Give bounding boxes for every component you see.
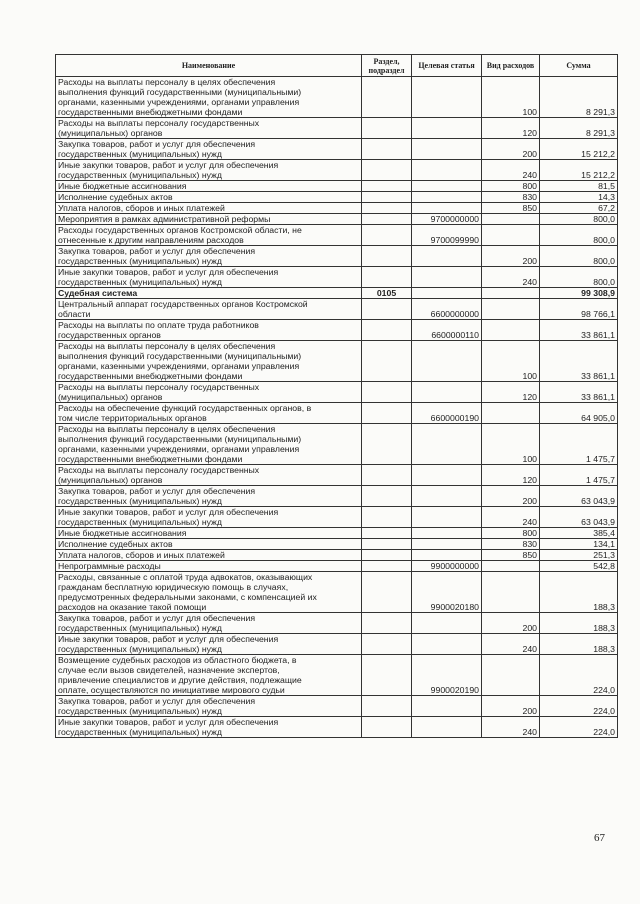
table-row	[56, 118, 618, 139]
row-name	[56, 246, 362, 267]
table-row	[56, 382, 618, 403]
row-name	[56, 561, 362, 572]
row-name	[56, 288, 362, 299]
row-sum: 188,3	[540, 634, 618, 655]
budget-table	[55, 54, 618, 738]
row-section	[362, 341, 412, 382]
row-name-line: выполнения функций государственными (муниципальными)	[58, 351, 302, 361]
table-row	[56, 561, 618, 572]
row-expense-type	[482, 225, 540, 246]
row-section	[362, 561, 412, 572]
row-expense-type: 850	[482, 550, 540, 561]
row-name-line: Расходы на обеспечение функций государственных органов, в	[58, 403, 312, 413]
table-row	[56, 320, 618, 341]
row-expense-type: 100	[482, 77, 540, 118]
row-article	[412, 613, 482, 634]
row-sum: 542,8	[540, 561, 618, 572]
row-name-line: государственными внебюджетными фондами	[58, 454, 243, 464]
row-name-line: государственных (муниципальных) нужд	[58, 256, 222, 266]
row-section	[362, 139, 412, 160]
row-section	[362, 539, 412, 550]
row-article	[412, 528, 482, 539]
row-name-line: оплате, осуществляются по инициативе мирового судьи	[58, 685, 285, 695]
row-section	[362, 181, 412, 192]
row-section	[362, 299, 412, 320]
header-sum: Сумма	[540, 55, 618, 77]
table-row	[56, 550, 618, 561]
row-name	[56, 550, 362, 561]
row-name-line: Исполнение судебных актов	[58, 539, 173, 549]
row-article: 9700000000	[412, 214, 482, 225]
header-article: Целевая статья	[412, 55, 482, 77]
row-article	[412, 160, 482, 181]
row-sum: 8 291,3	[540, 77, 618, 118]
row-expense-type: 850	[482, 203, 540, 214]
row-name-line: отнесенные к другим направлениям расходов	[58, 235, 244, 245]
row-section	[362, 550, 412, 561]
page-number: 67	[594, 832, 605, 844]
row-article: 6600000110	[412, 320, 482, 341]
row-expense-type: 120	[482, 382, 540, 403]
row-name-line: Закупка товаров, работ и услуг для обеспечения	[58, 696, 256, 706]
row-name-line: органами, казенными учреждениями, органами управления	[58, 97, 300, 107]
row-sum: 63 043,9	[540, 507, 618, 528]
row-expense-type: 800	[482, 181, 540, 192]
row-name-line: государственных (муниципальных) нужд	[58, 706, 222, 716]
row-section	[362, 424, 412, 465]
row-article	[412, 550, 482, 561]
row-section	[362, 486, 412, 507]
row-name-line: государственных (муниципальных) нужд	[58, 277, 222, 287]
row-name	[56, 225, 362, 246]
row-article	[412, 246, 482, 267]
row-expense-type	[482, 561, 540, 572]
table-row	[56, 572, 618, 613]
table-row	[56, 181, 618, 192]
row-name-line: гражданам бесплатную юридическую помощь в случаях,	[58, 582, 289, 592]
row-article	[412, 382, 482, 403]
row-expense-type: 200	[482, 613, 540, 634]
row-expense-type	[482, 214, 540, 225]
table-row	[56, 717, 618, 738]
row-name-line: случае если вызов свидетелей, назначение экспертов,	[58, 665, 280, 675]
row-name	[56, 655, 362, 696]
row-article	[412, 139, 482, 160]
row-name-line: Иные закупки товаров, работ и услуг для обеспечения	[58, 160, 279, 170]
row-name-line: Иные закупки товаров, работ и услуг для обеспечения	[58, 634, 279, 644]
row-section	[362, 613, 412, 634]
row-name-line: государственными внебюджетными фондами	[58, 371, 243, 381]
row-sum: 15 212,2	[540, 139, 618, 160]
row-name-line: органами, казенными учреждениями, органами управления	[58, 444, 300, 454]
row-name	[56, 192, 362, 203]
table-row	[56, 696, 618, 717]
row-sum: 800,0	[540, 246, 618, 267]
row-sum: 251,3	[540, 550, 618, 561]
row-section	[362, 717, 412, 738]
row-sum: 188,3	[540, 572, 618, 613]
row-expense-type	[482, 320, 540, 341]
row-name	[56, 341, 362, 382]
row-expense-type: 830	[482, 192, 540, 203]
row-name-line: Центральный аппарат государственных органов Костромской	[58, 299, 308, 309]
row-name-line: Закупка товаров, работ и услуг для обеспечения	[58, 139, 256, 149]
table-row	[56, 288, 618, 299]
row-section	[362, 507, 412, 528]
row-name-line: Расходы государственных органов Костромской области, не	[58, 225, 302, 235]
table-row	[56, 225, 618, 246]
row-expense-type: 120	[482, 465, 540, 486]
row-expense-type: 200	[482, 246, 540, 267]
row-sum: 800,0	[540, 267, 618, 288]
row-name-line: Закупка товаров, работ и услуг для обеспечения	[58, 613, 256, 623]
row-sum: 224,0	[540, 655, 618, 696]
row-name-line: предусмотренных федеральными законами, с компенсацией их	[58, 592, 317, 602]
row-sum: 224,0	[540, 717, 618, 738]
row-expense-type: 200	[482, 139, 540, 160]
row-section	[362, 465, 412, 486]
row-sum: 385,4	[540, 528, 618, 539]
row-article	[412, 634, 482, 655]
row-name-line: (муниципальных) органов	[58, 475, 163, 485]
row-name	[56, 160, 362, 181]
row-name	[56, 634, 362, 655]
row-name-line: Мероприятия в рамках административной реформы	[58, 214, 271, 224]
table-row	[56, 655, 618, 696]
row-name	[56, 539, 362, 550]
row-sum: 81,5	[540, 181, 618, 192]
row-name-line: Расходы на выплаты персоналу государственных	[58, 465, 260, 475]
row-expense-type: 240	[482, 160, 540, 181]
row-article	[412, 288, 482, 299]
row-name-line: (муниципальных) органов	[58, 128, 163, 138]
row-name-line: Расходы на выплаты персоналу государственных	[58, 382, 260, 392]
table-row	[56, 267, 618, 288]
row-name-line: Расходы на выплаты персоналу в целях обеспечения	[58, 77, 276, 87]
header-name: Наименование	[56, 55, 362, 77]
row-name-line: органами, казенными учреждениями, органами управления	[58, 361, 300, 371]
row-name	[56, 214, 362, 225]
row-name	[56, 267, 362, 288]
row-name-line: государственных органов	[58, 330, 161, 340]
row-section	[362, 118, 412, 139]
row-article: 9900000000	[412, 561, 482, 572]
row-section	[362, 267, 412, 288]
row-expense-type	[482, 288, 540, 299]
row-sum: 14,3	[540, 192, 618, 203]
table-row	[56, 203, 618, 214]
row-name	[56, 572, 362, 613]
row-name-line: Возмещение судебных расходов из областного бюджета, в	[58, 655, 297, 665]
table-row	[56, 160, 618, 181]
row-expense-type	[482, 299, 540, 320]
row-section	[362, 160, 412, 181]
row-name	[56, 203, 362, 214]
row-name-line: расходов на оказание такой помощи	[58, 602, 207, 612]
row-name	[56, 77, 362, 118]
row-name-line: государственных (муниципальных) нужд	[58, 727, 222, 737]
row-expense-type: 200	[482, 486, 540, 507]
row-expense-type	[482, 403, 540, 424]
row-name-line: области	[58, 309, 91, 319]
row-name	[56, 320, 362, 341]
row-article	[412, 486, 482, 507]
row-name	[56, 613, 362, 634]
row-article	[412, 203, 482, 214]
row-sum: 63 043,9	[540, 486, 618, 507]
row-article	[412, 341, 482, 382]
row-sum: 224,0	[540, 696, 618, 717]
row-name-line: государственными внебюджетными фондами	[58, 107, 243, 117]
row-section	[362, 634, 412, 655]
row-name	[56, 403, 362, 424]
row-article	[412, 267, 482, 288]
row-sum: 134,1	[540, 539, 618, 550]
header-section: Раздел, подраздел	[362, 55, 412, 77]
row-section	[362, 572, 412, 613]
table-row	[56, 246, 618, 267]
table-row	[56, 486, 618, 507]
row-name-line: Исполнение судебных актов	[58, 192, 173, 202]
row-sum: 8 291,3	[540, 118, 618, 139]
row-name	[56, 528, 362, 539]
row-expense-type: 240	[482, 267, 540, 288]
row-name-line: государственных (муниципальных) нужд	[58, 170, 222, 180]
row-name-line: Расходы на выплаты по оплате труда работников	[58, 320, 259, 330]
table-row	[56, 403, 618, 424]
row-section	[362, 214, 412, 225]
table-row	[56, 299, 618, 320]
row-section	[362, 225, 412, 246]
row-section	[362, 203, 412, 214]
row-article	[412, 192, 482, 203]
row-expense-type: 240	[482, 507, 540, 528]
row-name-line: Расходы, связанные с оплатой труда адвокатов, оказывающих	[58, 572, 313, 582]
row-sum: 188,3	[540, 613, 618, 634]
table-header-row	[56, 55, 618, 77]
table-row	[56, 214, 618, 225]
row-name	[56, 299, 362, 320]
row-article: 9900020180	[412, 572, 482, 613]
row-name	[56, 465, 362, 486]
row-name-line: Иные закупки товаров, работ и услуг для обеспечения	[58, 717, 279, 727]
row-name	[56, 181, 362, 192]
row-sum: 800,0	[540, 225, 618, 246]
row-name	[56, 696, 362, 717]
table-row	[56, 77, 618, 118]
row-section	[362, 382, 412, 403]
row-name-line: Закупка товаров, работ и услуг для обеспечения	[58, 486, 256, 496]
row-name-line: том числе территориальных органов	[58, 413, 207, 423]
table-row	[56, 634, 618, 655]
row-name-line: выполнения функций государственными (муниципальными)	[58, 434, 302, 444]
row-section	[362, 696, 412, 717]
row-name-line: государственных (муниципальных) нужд	[58, 623, 222, 633]
row-section	[362, 655, 412, 696]
row-article	[412, 465, 482, 486]
row-name-line: Закупка товаров, работ и услуг для обеспечения	[58, 246, 256, 256]
row-sum: 800,0	[540, 214, 618, 225]
row-sum: 64 905,0	[540, 403, 618, 424]
row-expense-type: 240	[482, 717, 540, 738]
row-name-line: Иные закупки товаров, работ и услуг для обеспечения	[58, 507, 279, 517]
row-name-line: Уплата налогов, сборов и иных платежей	[58, 203, 225, 213]
row-section	[362, 528, 412, 539]
row-name-line: (муниципальных) органов	[58, 392, 163, 402]
row-sum: 33 861,1	[540, 320, 618, 341]
row-article: 9900020190	[412, 655, 482, 696]
row-name-line: Расходы на выплаты персоналу в целях обеспечения	[58, 424, 276, 434]
table-body	[56, 77, 618, 738]
table-row	[56, 424, 618, 465]
row-section	[362, 77, 412, 118]
row-name-line: государственных (муниципальных) нужд	[58, 517, 222, 527]
row-expense-type: 240	[482, 634, 540, 655]
table-row	[56, 341, 618, 382]
row-name-line: Расходы на выплаты персоналу государственных	[58, 118, 260, 128]
row-section	[362, 320, 412, 341]
row-expense-type: 100	[482, 341, 540, 382]
table-row	[56, 192, 618, 203]
row-article	[412, 539, 482, 550]
row-article: 6600000190	[412, 403, 482, 424]
row-name	[56, 118, 362, 139]
row-name	[56, 486, 362, 507]
table-row	[56, 528, 618, 539]
row-expense-type: 800	[482, 528, 540, 539]
row-sum: 67,2	[540, 203, 618, 214]
row-expense-type: 830	[482, 539, 540, 550]
row-name-line: Иные бюджетные ассигнования	[58, 528, 187, 538]
row-name-line: государственных (муниципальных) нужд	[58, 496, 222, 506]
row-name-line: государственных (муниципальных) нужд	[58, 644, 222, 654]
row-name	[56, 424, 362, 465]
header-type: Вид расходов	[482, 55, 540, 77]
row-sum: 1 475,7	[540, 424, 618, 465]
row-article	[412, 77, 482, 118]
row-sum: 33 861,1	[540, 341, 618, 382]
row-article	[412, 696, 482, 717]
row-name-line: Расходы на выплаты персоналу в целях обеспечения	[58, 341, 276, 351]
row-article	[412, 507, 482, 528]
row-sum: 1 475,7	[540, 465, 618, 486]
row-name-line: Уплата налогов, сборов и иных платежей	[58, 550, 225, 560]
row-expense-type	[482, 655, 540, 696]
row-article	[412, 118, 482, 139]
table-row	[56, 507, 618, 528]
row-section	[362, 403, 412, 424]
row-name	[56, 507, 362, 528]
row-name-line: Иные бюджетные ассигнования	[58, 181, 187, 191]
row-name	[56, 382, 362, 403]
table-row	[56, 539, 618, 550]
row-section	[362, 192, 412, 203]
row-expense-type: 100	[482, 424, 540, 465]
row-name-line: выполнения функций государственными (муниципальными)	[58, 87, 302, 97]
row-expense-type: 120	[482, 118, 540, 139]
table-row	[56, 613, 618, 634]
row-article	[412, 424, 482, 465]
table-row	[56, 465, 618, 486]
row-name-line: Судебная система	[58, 288, 138, 298]
row-sum: 99 308,9	[540, 288, 618, 299]
table-row	[56, 139, 618, 160]
row-name	[56, 139, 362, 160]
row-expense-type	[482, 572, 540, 613]
row-sum: 98 766,1	[540, 299, 618, 320]
row-article: 6600000000	[412, 299, 482, 320]
row-sum: 33 861,1	[540, 382, 618, 403]
row-article: 9700099990	[412, 225, 482, 246]
row-sum: 15 212,2	[540, 160, 618, 181]
row-name-line: привлечение специалистов и другие действия, подлежащие	[58, 675, 302, 685]
row-section	[362, 246, 412, 267]
row-article	[412, 717, 482, 738]
row-article	[412, 181, 482, 192]
row-expense-type: 200	[482, 696, 540, 717]
row-name-line: Непрограммные расходы	[58, 561, 161, 571]
row-name-line: государственных (муниципальных) нужд	[58, 149, 222, 159]
row-section: 0105	[362, 288, 412, 299]
row-name	[56, 717, 362, 738]
row-name-line: Иные закупки товаров, работ и услуг для обеспечения	[58, 267, 279, 277]
